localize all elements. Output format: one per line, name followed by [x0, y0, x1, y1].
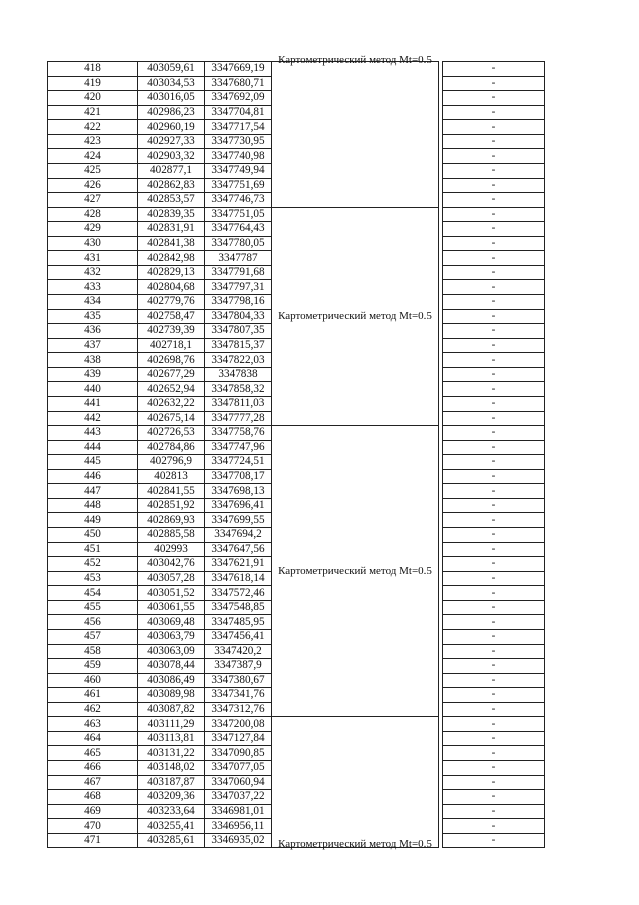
value-cell: - — [443, 629, 545, 644]
y-coordinate-cell: 3347380,67 — [205, 673, 272, 688]
y-coordinate-cell: 3347804,33 — [205, 309, 272, 324]
x-coordinate-cell: 402862,83 — [138, 178, 205, 193]
point-number-cell: 450 — [48, 528, 138, 543]
x-coordinate-cell: 402885,58 — [138, 528, 205, 543]
x-coordinate-cell: 403209,36 — [138, 790, 205, 805]
point-number-cell: 435 — [48, 309, 138, 324]
value-cell: - — [443, 586, 545, 601]
point-number-cell: 437 — [48, 338, 138, 353]
point-number-cell: 458 — [48, 644, 138, 659]
y-coordinate-cell: 3347724,51 — [205, 455, 272, 470]
value-cell: - — [443, 731, 545, 746]
value-cell: - — [443, 673, 545, 688]
x-coordinate-cell: 402784,86 — [138, 440, 205, 455]
x-coordinate-cell: 402632,22 — [138, 396, 205, 411]
point-number-cell: 424 — [48, 149, 138, 164]
point-number-cell: 446 — [48, 469, 138, 484]
point-number-cell: 471 — [48, 833, 138, 848]
value-cell: - — [443, 280, 545, 295]
value-cell: - — [443, 746, 545, 761]
x-coordinate-cell: 403148,02 — [138, 761, 205, 776]
y-coordinate-cell: 3347485,95 — [205, 615, 272, 630]
x-coordinate-cell: 403086,49 — [138, 673, 205, 688]
y-coordinate-cell: 3347764,43 — [205, 222, 272, 237]
value-cell: - — [443, 265, 545, 280]
value-cell: - — [443, 557, 545, 572]
value-cell: - — [443, 105, 545, 120]
point-number-cell: 430 — [48, 236, 138, 251]
x-coordinate-cell: 402829,13 — [138, 265, 205, 280]
y-coordinate-cell: 3347797,31 — [205, 280, 272, 295]
value-cell: - — [443, 528, 545, 543]
x-coordinate-cell: 403034,53 — [138, 76, 205, 91]
y-coordinate-cell: 3347127,84 — [205, 731, 272, 746]
point-number-cell: 457 — [48, 629, 138, 644]
value-cell: - — [443, 251, 545, 266]
x-coordinate-cell: 403113,81 — [138, 731, 205, 746]
y-coordinate-cell: 3347791,68 — [205, 265, 272, 280]
value-cell: - — [443, 178, 545, 193]
point-number-cell: 460 — [48, 673, 138, 688]
point-number-cell: 459 — [48, 659, 138, 674]
x-coordinate-cell: 403233,64 — [138, 804, 205, 819]
x-coordinate-cell: 402726,53 — [138, 426, 205, 441]
y-coordinate-cell: 3346956,11 — [205, 819, 272, 834]
x-coordinate-cell: 403255,41 — [138, 819, 205, 834]
value-cell: - — [443, 396, 545, 411]
x-coordinate-cell: 402779,76 — [138, 295, 205, 310]
point-number-cell: 429 — [48, 222, 138, 237]
x-coordinate-cell: 402841,55 — [138, 484, 205, 499]
point-number-cell: 421 — [48, 105, 138, 120]
y-coordinate-cell: 3347647,56 — [205, 542, 272, 557]
y-coordinate-cell: 3347572,46 — [205, 586, 272, 601]
value-cell: - — [443, 644, 545, 659]
point-number-cell: 451 — [48, 542, 138, 557]
point-number-cell: 462 — [48, 702, 138, 717]
value-cell: - — [443, 455, 545, 470]
y-coordinate-cell: 3347758,76 — [205, 426, 272, 441]
point-number-cell: 469 — [48, 804, 138, 819]
method-cell — [272, 426, 439, 717]
point-number-cell: 467 — [48, 775, 138, 790]
point-number-cell: 427 — [48, 193, 138, 208]
value-cell: - — [443, 819, 545, 834]
point-number-cell: 465 — [48, 746, 138, 761]
y-coordinate-cell: 3346981,01 — [205, 804, 272, 819]
y-coordinate-cell: 3347669,19 — [205, 62, 272, 77]
point-number-cell: 463 — [48, 717, 138, 732]
value-cell: - — [443, 498, 545, 513]
y-coordinate-cell: 3347387,9 — [205, 659, 272, 674]
y-coordinate-cell: 3347858,32 — [205, 382, 272, 397]
value-cell: - — [443, 484, 545, 499]
value-cell: - — [443, 513, 545, 528]
x-coordinate-cell: 402877,1 — [138, 163, 205, 178]
y-coordinate-cell: 3347621,91 — [205, 557, 272, 572]
point-number-cell: 470 — [48, 819, 138, 834]
y-coordinate-cell: 3347822,03 — [205, 353, 272, 368]
x-coordinate-cell: 402869,93 — [138, 513, 205, 528]
value-cell: - — [443, 659, 545, 674]
point-number-cell: 440 — [48, 382, 138, 397]
x-coordinate-cell: 402842,98 — [138, 251, 205, 266]
point-number-cell: 452 — [48, 557, 138, 572]
point-number-cell: 461 — [48, 688, 138, 703]
x-coordinate-cell: 402813 — [138, 469, 205, 484]
y-coordinate-cell: 3347838 — [205, 367, 272, 382]
point-number-cell: 456 — [48, 615, 138, 630]
coordinates-table — [47, 54, 545, 851]
method-cell — [272, 207, 439, 425]
y-coordinate-cell: 3347740,98 — [205, 149, 272, 164]
point-number-cell: 455 — [48, 600, 138, 615]
value-cell: - — [443, 761, 545, 776]
value-cell: - — [443, 207, 545, 222]
value-cell: - — [443, 833, 545, 848]
value-cell: - — [443, 702, 545, 717]
x-coordinate-cell: 402675,14 — [138, 411, 205, 426]
method-label: Картометрический метод Mt=0.5 — [278, 54, 432, 66]
method-cell — [272, 717, 439, 851]
y-coordinate-cell: 3347747,96 — [205, 440, 272, 455]
x-coordinate-cell: 402903,32 — [138, 149, 205, 164]
method-label: Картометрический метод Mt=0.5 — [278, 564, 432, 577]
x-coordinate-cell: 403057,28 — [138, 571, 205, 586]
value-cell: - — [443, 688, 545, 703]
x-coordinate-cell: 403131,22 — [138, 746, 205, 761]
value-cell: - — [443, 717, 545, 732]
x-coordinate-cell: 403078,44 — [138, 659, 205, 674]
x-coordinate-cell: 403087,82 — [138, 702, 205, 717]
value-cell: - — [443, 236, 545, 251]
value-cell: - — [443, 426, 545, 441]
value-cell: - — [443, 790, 545, 805]
y-coordinate-cell: 3347746,73 — [205, 193, 272, 208]
value-cell: - — [443, 149, 545, 164]
y-coordinate-cell: 3347694,2 — [205, 528, 272, 543]
y-coordinate-cell: 3347708,17 — [205, 469, 272, 484]
point-number-cell: 464 — [48, 731, 138, 746]
x-coordinate-cell: 403042,76 — [138, 557, 205, 572]
point-number-cell: 445 — [48, 455, 138, 470]
point-number-cell: 420 — [48, 91, 138, 106]
point-number-cell: 439 — [48, 367, 138, 382]
point-number-cell: 436 — [48, 324, 138, 339]
value-cell: - — [443, 571, 545, 586]
y-coordinate-cell: 3347811,03 — [205, 396, 272, 411]
y-coordinate-cell: 3347312,76 — [205, 702, 272, 717]
value-cell: - — [443, 324, 545, 339]
y-coordinate-cell: 3347807,35 — [205, 324, 272, 339]
value-cell: - — [443, 353, 545, 368]
x-coordinate-cell: 403063,09 — [138, 644, 205, 659]
y-coordinate-cell: 3347420,2 — [205, 644, 272, 659]
y-coordinate-cell: 3347787 — [205, 251, 272, 266]
x-coordinate-cell: 403059,61 — [138, 62, 205, 77]
point-number-cell: 425 — [48, 163, 138, 178]
x-coordinate-cell: 403089,98 — [138, 688, 205, 703]
y-coordinate-cell: 3347749,94 — [205, 163, 272, 178]
x-coordinate-cell: 402796,9 — [138, 455, 205, 470]
y-coordinate-cell: 3347060,94 — [205, 775, 272, 790]
point-number-cell: 438 — [48, 353, 138, 368]
y-coordinate-cell: 3347341,76 — [205, 688, 272, 703]
x-coordinate-cell: 402993 — [138, 542, 205, 557]
value-cell: - — [443, 120, 545, 135]
point-number-cell: 447 — [48, 484, 138, 499]
value-cell: - — [443, 615, 545, 630]
value-cell: - — [443, 76, 545, 91]
x-coordinate-cell: 403016,05 — [138, 91, 205, 106]
y-coordinate-cell: 3347692,09 — [205, 91, 272, 106]
y-coordinate-cell: 3347696,41 — [205, 498, 272, 513]
point-number-cell: 432 — [48, 265, 138, 280]
value-cell: - — [443, 367, 545, 382]
value-cell: - — [443, 775, 545, 790]
x-coordinate-cell: 402960,19 — [138, 120, 205, 135]
x-coordinate-cell: 402758,47 — [138, 309, 205, 324]
y-coordinate-cell: 3347699,55 — [205, 513, 272, 528]
method-label: Картометрический метод Mt=0.5 — [278, 838, 432, 851]
x-coordinate-cell: 402698,76 — [138, 353, 205, 368]
point-number-cell: 431 — [48, 251, 138, 266]
y-coordinate-cell: 3347704,81 — [205, 105, 272, 120]
table-row — [48, 426, 545, 441]
value-cell: - — [443, 600, 545, 615]
value-cell: - — [443, 338, 545, 353]
x-coordinate-cell: 403069,48 — [138, 615, 205, 630]
y-coordinate-cell: 3347815,37 — [205, 338, 272, 353]
y-coordinate-cell: 3347698,13 — [205, 484, 272, 499]
method-label: Картометрический метод Mt=0.5 — [278, 309, 432, 322]
point-number-cell: 419 — [48, 76, 138, 91]
y-coordinate-cell: 3347751,05 — [205, 207, 272, 222]
point-number-cell: 454 — [48, 586, 138, 601]
y-coordinate-cell: 3347717,54 — [205, 120, 272, 135]
y-coordinate-cell: 3347548,85 — [205, 600, 272, 615]
point-number-cell: 468 — [48, 790, 138, 805]
y-coordinate-cell: 3347200,08 — [205, 717, 272, 732]
y-coordinate-cell: 3347618,14 — [205, 571, 272, 586]
value-cell: - — [443, 134, 545, 149]
point-number-cell: 442 — [48, 411, 138, 426]
y-coordinate-cell: 3347680,71 — [205, 76, 272, 91]
point-number-cell: 466 — [48, 761, 138, 776]
point-number-cell: 434 — [48, 295, 138, 310]
x-coordinate-cell: 402853,57 — [138, 193, 205, 208]
method-cell — [272, 54, 439, 208]
value-cell: - — [443, 804, 545, 819]
value-cell: - — [443, 222, 545, 237]
point-number-cell: 444 — [48, 440, 138, 455]
y-coordinate-cell: 3347077,05 — [205, 761, 272, 776]
y-coordinate-cell: 3347798,16 — [205, 295, 272, 310]
y-coordinate-cell: 3347037,22 — [205, 790, 272, 805]
point-number-cell: 441 — [48, 396, 138, 411]
x-coordinate-cell: 402927,33 — [138, 134, 205, 149]
y-coordinate-cell: 3347456,41 — [205, 629, 272, 644]
point-number-cell: 426 — [48, 178, 138, 193]
y-coordinate-cell: 3347780,05 — [205, 236, 272, 251]
point-number-cell: 418 — [48, 62, 138, 77]
x-coordinate-cell: 402739,39 — [138, 324, 205, 339]
value-cell: - — [443, 193, 545, 208]
point-number-cell: 449 — [48, 513, 138, 528]
point-number-cell: 453 — [48, 571, 138, 586]
value-cell: - — [443, 91, 545, 106]
table-row — [48, 62, 545, 77]
y-coordinate-cell: 3347090,85 — [205, 746, 272, 761]
value-cell: - — [443, 411, 545, 426]
x-coordinate-cell: 403111,29 — [138, 717, 205, 732]
x-coordinate-cell: 403285,61 — [138, 833, 205, 848]
point-number-cell: 422 — [48, 120, 138, 135]
x-coordinate-cell: 403063,79 — [138, 629, 205, 644]
value-cell: - — [443, 62, 545, 77]
value-cell: - — [443, 163, 545, 178]
point-number-cell: 423 — [48, 134, 138, 149]
y-coordinate-cell: 3347730,95 — [205, 134, 272, 149]
x-coordinate-cell: 402677,29 — [138, 367, 205, 382]
point-number-cell: 428 — [48, 207, 138, 222]
table-row — [48, 207, 545, 222]
x-coordinate-cell: 403187,87 — [138, 775, 205, 790]
y-coordinate-cell: 3347751,69 — [205, 178, 272, 193]
x-coordinate-cell: 402851,92 — [138, 498, 205, 513]
x-coordinate-cell: 402839,35 — [138, 207, 205, 222]
value-cell: - — [443, 440, 545, 455]
x-coordinate-cell: 403061,55 — [138, 600, 205, 615]
value-cell: - — [443, 469, 545, 484]
y-coordinate-cell: 3347777,28 — [205, 411, 272, 426]
value-cell: - — [443, 309, 545, 324]
x-coordinate-cell: 403051,52 — [138, 586, 205, 601]
y-coordinate-cell: 3346935,02 — [205, 833, 272, 848]
value-cell: - — [443, 382, 545, 397]
x-coordinate-cell: 402718,1 — [138, 338, 205, 353]
x-coordinate-cell: 402652,94 — [138, 382, 205, 397]
point-number-cell: 448 — [48, 498, 138, 513]
table-row — [48, 717, 545, 732]
x-coordinate-cell: 402986,23 — [138, 105, 205, 120]
point-number-cell: 443 — [48, 426, 138, 441]
x-coordinate-cell: 402831,91 — [138, 222, 205, 237]
value-cell: - — [443, 542, 545, 557]
value-cell: - — [443, 295, 545, 310]
x-coordinate-cell: 402804,68 — [138, 280, 205, 295]
point-number-cell: 433 — [48, 280, 138, 295]
x-coordinate-cell: 402841,38 — [138, 236, 205, 251]
